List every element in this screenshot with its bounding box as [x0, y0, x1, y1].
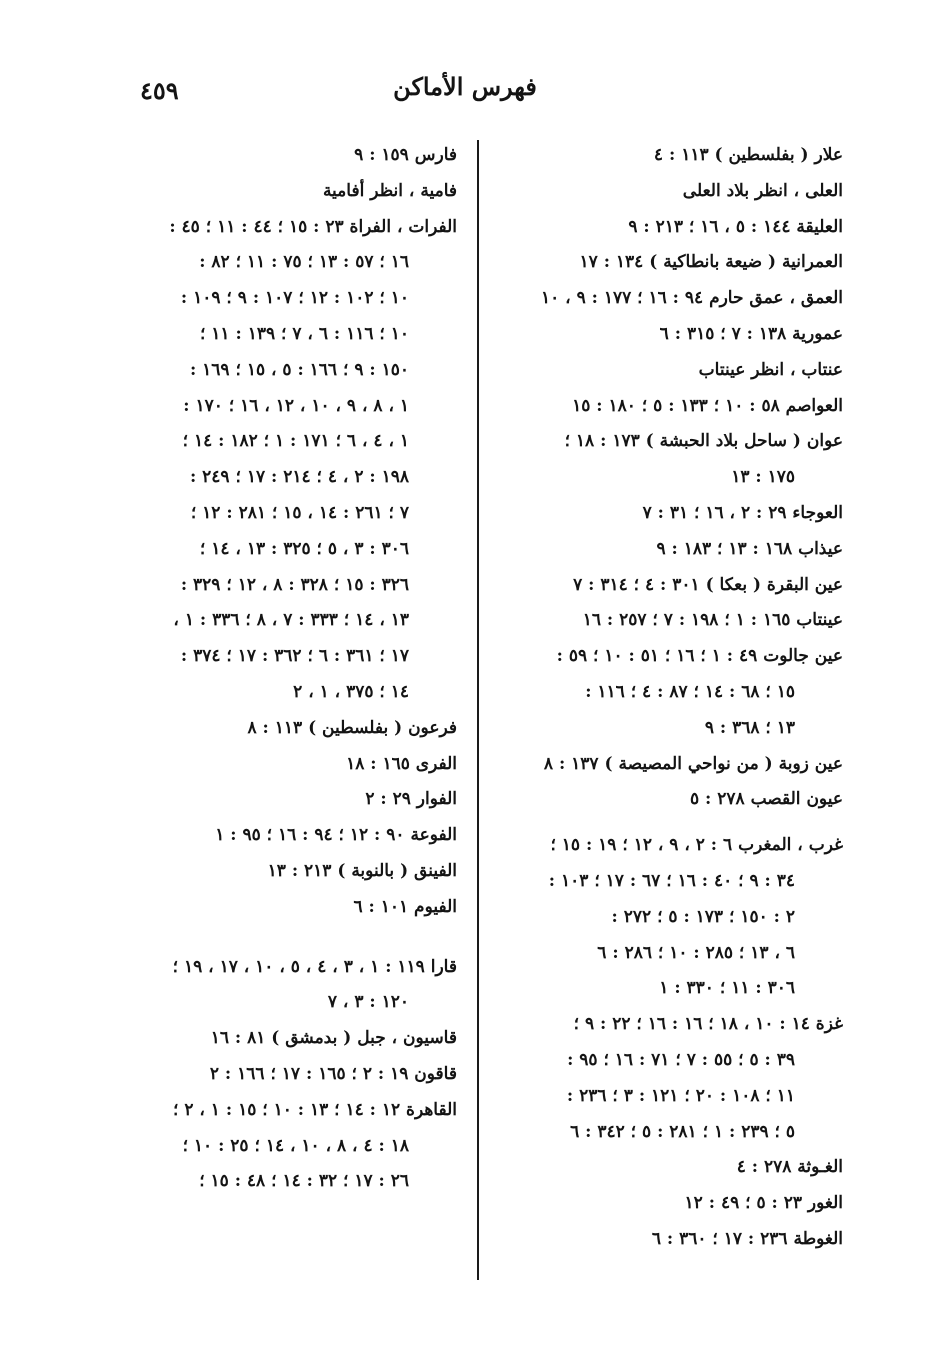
index-entry: عين البقرة ( بعكا ) ٣٠١ : ٤ ؛ ٣١٤ : ٧: [573, 574, 843, 595]
index-entry: العمق ، عمق حارم ٩٤ : ١٦ ؛ ١٧٧ : ٩ ، ١٠: [540, 288, 843, 309]
index-entry-continuation: ١٠ ؛ ١١٦ : ٦ ، ٧ ؛ ١٣٩ : ١١ ؛: [199, 323, 409, 344]
index-entry: الفينق ( بالنوبة ) ٢١٣ : ١٣: [267, 860, 457, 881]
index-entry-continuation: ١٦ ؛ ٥٧ : ١٣ ؛ ٧٥ : ١١ ؛ ٨٢ :: [199, 252, 409, 273]
index-entry-continuation: ١ ، ٤ ، ٦ ؛ ١٧١ : ١ ؛ ١٨٢ : ١٤ ؛: [182, 431, 409, 452]
index-entry-continuation: ٣٤ : ٩ ؛ ٤٠ : ١٦ ؛ ٦٧ : ١٧ ؛ ١٠٣ :: [548, 870, 795, 891]
index-entry-continuation: ١٧ ؛ ٣٦١ : ٦ ؛ ٣٦٢ : ١٧ ؛ ٣٧٤ :: [180, 646, 409, 667]
left-column: [102, 138, 457, 1200]
index-entry: غزة ١٤ : ١٠ ، ١٨ ؛ ١٦ : ١٦ ؛ ٢٢ : ٩ ؛: [573, 1014, 843, 1035]
index-entry-continuation: ٣٠٦ : ٣ ، ٥ ؛ ٣٢٥ : ١٣ ، ١٤ ؛: [199, 538, 409, 559]
index-entry: العلى ، انظر بلاد العلى: [682, 180, 843, 201]
index-entry-continuation: ١٠ ؛ ١٠٢ : ١٢ ؛ ١٠٧ : ٩ ؛ ١٠٩ :: [180, 288, 409, 309]
index-entry-continuation: ١٥٠ : ٩ ؛ ١٦٦ : ٥ ، ١٥ ؛ ١٦٩ :: [189, 359, 409, 380]
index-entry-continuation: ٢٦ : ١٧ ؛ ٣٢ : ١٤ ؛ ٤٨ : ١٥ ؛: [199, 1171, 409, 1192]
index-entry-continuation: ٣٢٦ : ١٥ ؛ ٣٢٨ : ٨ ، ١٢ ؛ ٣٢٩ :: [180, 574, 409, 595]
index-entry-continuation: ٣٩ : ٥ ؛ ٥٥ : ٧ ؛ ٧١ : ١٦ ؛ ٩٥ :: [567, 1049, 795, 1070]
index-entry: غرب ، المغرب ٦ : ٢ ، ٩ ، ١٢ ؛ ١٩ : ١٥ ؛: [550, 835, 843, 856]
index-entry: الفرات ، الفراة ٢٣ : ١٥ ؛ ٤٤ : ١١ ؛ ٤٥ :: [169, 216, 457, 237]
page-title: فهرس الأماكن: [393, 72, 537, 101]
index-entry: العوجاء ٢٩ : ٢ ، ١٦ ؛ ٣١ : ٧: [642, 502, 843, 523]
index-entry: الغور ٢٣ : ٥ ؛ ٤٩ : ١٢: [684, 1193, 843, 1214]
index-entry: عوان ( ساحل بلاد الحبشة ) ١٧٣ : ١٨ ؛: [564, 431, 843, 452]
index-entry-continuation: ١٣ ؛ ٣٦٨ : ٩: [704, 717, 795, 738]
index-entry: الغوطة ٢٣٦ : ١٧ ؛ ٣٦٠ : ٦: [651, 1228, 843, 1249]
index-entry: قاقون ١٩ : ٢ ؛ ١٦٥ : ١٧ ؛ ١٦٦ : ٢: [209, 1063, 457, 1084]
index-entry: فرعون ( بفلسطين ) ١١٣ : ٨: [247, 717, 457, 738]
index-entry: علار ( بفلسطين ) ١١٣ : ٤: [653, 145, 843, 165]
index-entry: العواصم ٥٨ : ١٠ ؛ ١٣٣ : ٥ ؛ ١٨٠ : ١٥: [572, 395, 843, 416]
index-entry: الفيوم ١٠١ : ٦: [353, 896, 457, 917]
index-entry-continuation: ١١ ؛ ١٠٨ : ٢٠ ؛ ١٢١ : ٣ ؛ ٢٣٦ :: [566, 1085, 795, 1106]
index-entry-continuation: ١٩٨ : ٢ ، ٤ ؛ ٢١٤ : ١٧ ؛ ٢٤٩ :: [189, 467, 409, 488]
index-entry: العليقة ١٤٤ : ٥ ، ١٦ ؛ ٢١٣ : ٩: [628, 216, 843, 237]
index-entry: عمورية ١٣٨ : ٧ ؛ ٣١٥ : ٦: [659, 323, 843, 344]
index-entry-continuation: ١٢٠ : ٣ ، ٧: [327, 992, 409, 1013]
index-entry-continuation: ٢ : ١٥٠ ؛ ١٧٣ : ٥ ؛ ٢٧٢ :: [611, 906, 795, 927]
index-entry-continuation: ٧ ؛ ٢٦١ : ١٤ ، ١٥ ؛ ٢٨١ : ١٢ ؛: [190, 502, 409, 523]
index-entry: عيذاب ١٦٨ : ١٣ ؛ ١٨٣ : ٩: [656, 538, 843, 559]
index-entry: الغـوثة ٢٧٨ : ٤: [736, 1157, 843, 1178]
index-entry: العمرانية ( ضيعة بانطاكية ) ١٣٤ : ١٧: [579, 252, 843, 273]
index-entry-continuation: ١٨ : ٤ ، ٨ ، ١٠ ، ١٤ ؛ ٢٥ : ١٠ ؛: [182, 1135, 409, 1156]
index-entry: عين جالوت ٤٩ : ١ ؛ ١٦ ؛ ٥١ : ١٠ ؛ ٥٩ :: [556, 646, 843, 667]
index-entry: عين زوبة ( من نواحي المصيصة ) ١٣٧ : ٨: [543, 753, 843, 774]
index-entry: عنتاب ، انظر عينتاب: [698, 359, 843, 380]
index-entry-continuation: ١٧٥ : ١٣: [731, 467, 795, 488]
page-number: ٤٥٩: [140, 76, 179, 105]
index-entry: القاهرة ١٢ : ١٤ ؛ ١٣ : ١٠ ؛ ١٥ : ١ ، ٢ ؛: [173, 1099, 457, 1120]
index-entry-continuation: ٣٠٦ : ١١ ؛ ٣٣٠ : ١: [659, 978, 795, 999]
index-entry: عينتاب ١٦٥ : ١ ؛ ١٩٨ : ٧ ؛ ٢٥٧ : ١٦: [582, 610, 843, 631]
index-entry: الفوعة ٩٠ : ١٢ ؛ ٩٤ : ١٦ ؛ ٩٥ : ١: [215, 825, 457, 846]
index-entry: فامية ، انظر أفامية: [322, 180, 457, 201]
index-entry: عيون القصب ٢٧٨ : ٥: [690, 789, 843, 810]
index-entry-continuation: ١٥ ؛ ٦٨ : ١٤ ؛ ٨٧ : ٤ ؛ ١١٦ :: [585, 681, 795, 702]
index-entry-continuation: ١٤ ؛ ٣٧٥ ، ١ ، ٢: [293, 681, 409, 702]
index-entry-continuation: ٥ ؛ ٢٣٩ : ١ ؛ ٢٨١ : ٥ ؛ ٣٤٢ : ٦: [570, 1121, 795, 1142]
index-entry: الفوار ٢٩ : ٢: [365, 789, 457, 810]
index-entry: فارس ١٥٩ : ٩: [354, 145, 457, 165]
index-entry-continuation: ١٣ ، ١٤ ؛ ٣٣٣ : ٧ ، ٨ ؛ ٣٣٦ : ١ ،: [173, 610, 409, 631]
index-entry: قاسيون ، جبل ( بدمشق ) ٨١ : ١٦: [210, 1028, 457, 1049]
index-entry-continuation: ١ ، ٨ ، ٩ ، ١٠ ، ١٢ ، ١٦ ؛ ١٧٠ :: [183, 395, 409, 416]
index-entry: قارا ١١٩ : ١ ، ٣ ، ٤ ، ٥ ، ١٠ ، ١٧ ، ١٩ ؛: [172, 956, 457, 977]
right-column: [493, 138, 843, 1258]
index-entry-continuation: ٦ ، ١٣ ؛ ٢٨٥ : ١٠ ؛ ٢٨٦ : ٦: [597, 942, 795, 963]
column-divider: [477, 140, 479, 1280]
index-entry: الفرى ١٦٥ : ١٨: [346, 753, 457, 774]
